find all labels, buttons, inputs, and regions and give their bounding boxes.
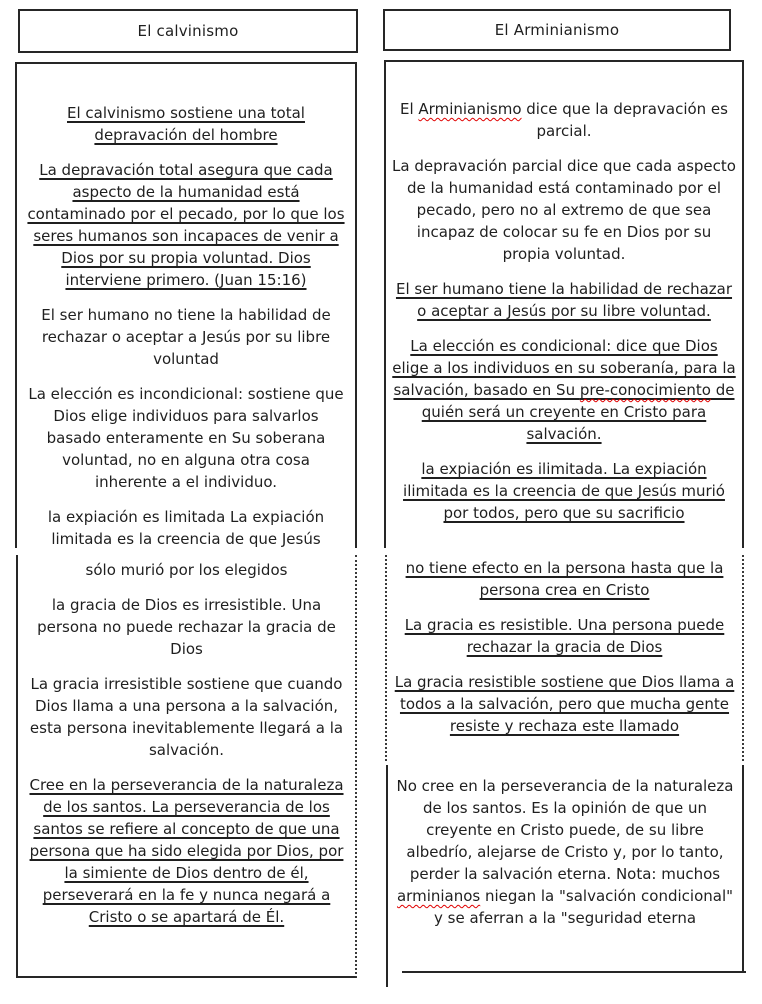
arminianism-header-box [383,9,731,51]
paragraph-depravacion-parcial-detalle: La depravación parcial dice que cada aspecto de la humanidad está contaminado por el pecado, pero no al extremo de que sea incapaz de colocar su fe en Dios por su propia voluntad. [392,157,736,263]
paragraph-expiacion-ilimitada-continuacion: no tiene efecto en la persona hasta que la persona crea en Cristo [405,559,724,599]
text-fragment: El [400,100,419,118]
arminianism-text-box-upper [384,60,744,548]
paragraph-depravacion-total: El calvinismo sostiene una total depravación del hombre [67,104,305,144]
calvinism-text-box-lower [16,555,357,978]
paragraph-gracia-irresistible-detalle: La gracia irresistible sostiene que cuando Dios llama a una persona a la salvación, esta persona inevitablemente llegará a la salvación. [29,675,344,759]
arminianism-title: El Arminianismo [494,21,620,39]
calvinism-header-box [18,9,358,53]
paragraph-expiacion-limitada-continuacion: sólo murió por los elegidos [85,561,288,579]
calvinism-text-box-upper [15,62,357,548]
paragraph-depravacion-total-detalle: La depravación total asegura que cada aspecto de la humanidad está contaminado por el pecado, por lo que los seres humanos son incapaces de venir a Dios por su propia voluntad. Dios interviene primero. (Juan 15:16) [27,161,345,289]
arminianism-text-box-middle [385,555,744,761]
text-fragment: de quién será un creyente en Cristo para salvación. [421,381,735,443]
paragraph-libre-voluntad-no: El ser humano no tiene la habilidad de rechazar o aceptar a Jesús por su libre voluntad [41,306,331,368]
paragraph-expiacion-limitada: la expiación es limitada La expiación limitada es la creencia de que Jesús [47,508,325,548]
paragraph-eleccion-incondicional: La elección es incondicional: sostiene que Dios elige individuos para salvarlos basado enteramente en Su soberana voluntad, no en alguna otra cosa inherente a el individuo. [28,385,344,491]
paragraph-no-perseverancia [393,775,737,929]
paragraph-gracia-resistible-detalle: La gracia resistible sostiene que Dios llama a todos a la salvación, pero que mucha gente resiste y rechaza este llamado [394,673,735,735]
paragraph-expiacion-ilimitada: la expiación es ilimitada. La expiación ilimitada es la creencia de que Jesús murió por todos, pero que su sacrificio [403,460,725,522]
spellcheck-word-preconocimiento: pre-conocimiento [579,381,711,399]
spellcheck-word-arminianos: arminianos [396,887,481,905]
spellcheck-word-arminianismo: Arminianismo [418,100,522,118]
text-fragment: niegan la "salvación condicional" y se aferran a la "seguridad eterna [433,887,734,927]
text-fragment: La elección es condicional: dice que Dios elige a los individuos en su soberanía, para la salvación, basado en Su [392,337,736,399]
bottom-border-line [402,971,746,973]
calvinism-title: El calvinismo [137,22,239,40]
paragraph-libre-voluntad-si: El ser humano tiene la habilidad de rechazar o aceptar a Jesús por su libre voluntad. [395,280,733,320]
arminianism-text-box-lower [386,765,744,973]
text-fragment: No cree en la perseverancia de la naturaleza de los santos. Es la opinión de que un creyente en Cristo puede, de su libre albedrío, alejarse de Cristo y, por lo tanto, perder la salvación eterna. Nota: muchos [396,777,734,883]
paragraph-eleccion-condicional [391,335,737,445]
text-fragment: dice que la depravación es parcial. [521,100,728,140]
paragraph-gracia-irresistible: la gracia de Dios es irresistible. Una persona no puede rechazar la gracia de Dios [37,596,336,658]
paragraph-gracia-resistible: La gracia es resistible. Una persona puede rechazar la gracia de Dios [404,616,725,656]
paragraph-perseverancia-santos: Cree en la perseverancia de la naturaleza de los santos. La perseverancia de los santos se refiere al concepto de que una persona que ha sido elegida por Dios, por la simiente de Dios dentro de él, perseverará en la fe y nunca negará a Cristo o se apartará de Él. [29,776,344,926]
border-tail-line [386,973,388,987]
paragraph-depravacion-parcial [391,98,737,142]
